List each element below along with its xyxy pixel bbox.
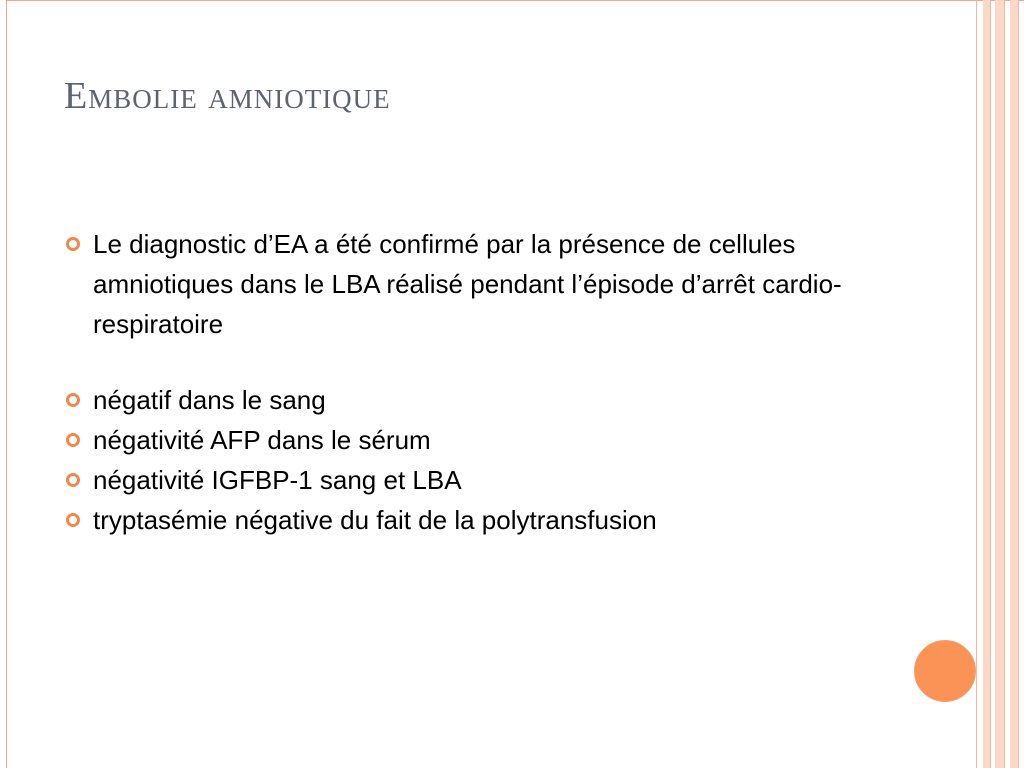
bullet-text: négatif dans le sang [93, 385, 326, 415]
bullet-item [66, 224, 866, 344]
bullet-text: négativité IGFBP-1 sang et LBA [93, 465, 462, 495]
decorative-circle [914, 640, 976, 702]
ring-bullet-icon [66, 433, 80, 447]
ring-bullet-icon [66, 393, 80, 407]
slide-border-top [6, 0, 1024, 1]
decorative-stripe [990, 0, 991, 768]
ring-bullet-icon [66, 513, 80, 527]
bullet-item [66, 460, 866, 500]
decorative-stripe [983, 0, 990, 768]
decorative-stripe [976, 0, 977, 768]
decorative-stripe [995, 0, 1004, 768]
bullet-text: Le diagnostic d’EA a été confirmé par la présence de cellules amniotiques dans le LBA réalisé pendant l’épisode d’arrêt cardio-respiratoire [93, 229, 842, 339]
bullet-item [66, 420, 866, 460]
ring-bullet-icon [66, 473, 80, 487]
decorative-stripe [1018, 0, 1019, 768]
slide-title: Embolie amniotique [64, 75, 391, 117]
bullet-text: tryptasémie négative du fait de la polytransfusion [93, 505, 657, 535]
ring-bullet-icon [66, 237, 80, 251]
bullet-text: négativité AFP dans le sérum [93, 425, 431, 455]
decorative-stripe [1004, 0, 1005, 768]
decorative-stripe [1010, 0, 1018, 768]
bullet-item [66, 500, 866, 540]
bullet-list [66, 224, 866, 540]
bullet-item [66, 380, 866, 420]
